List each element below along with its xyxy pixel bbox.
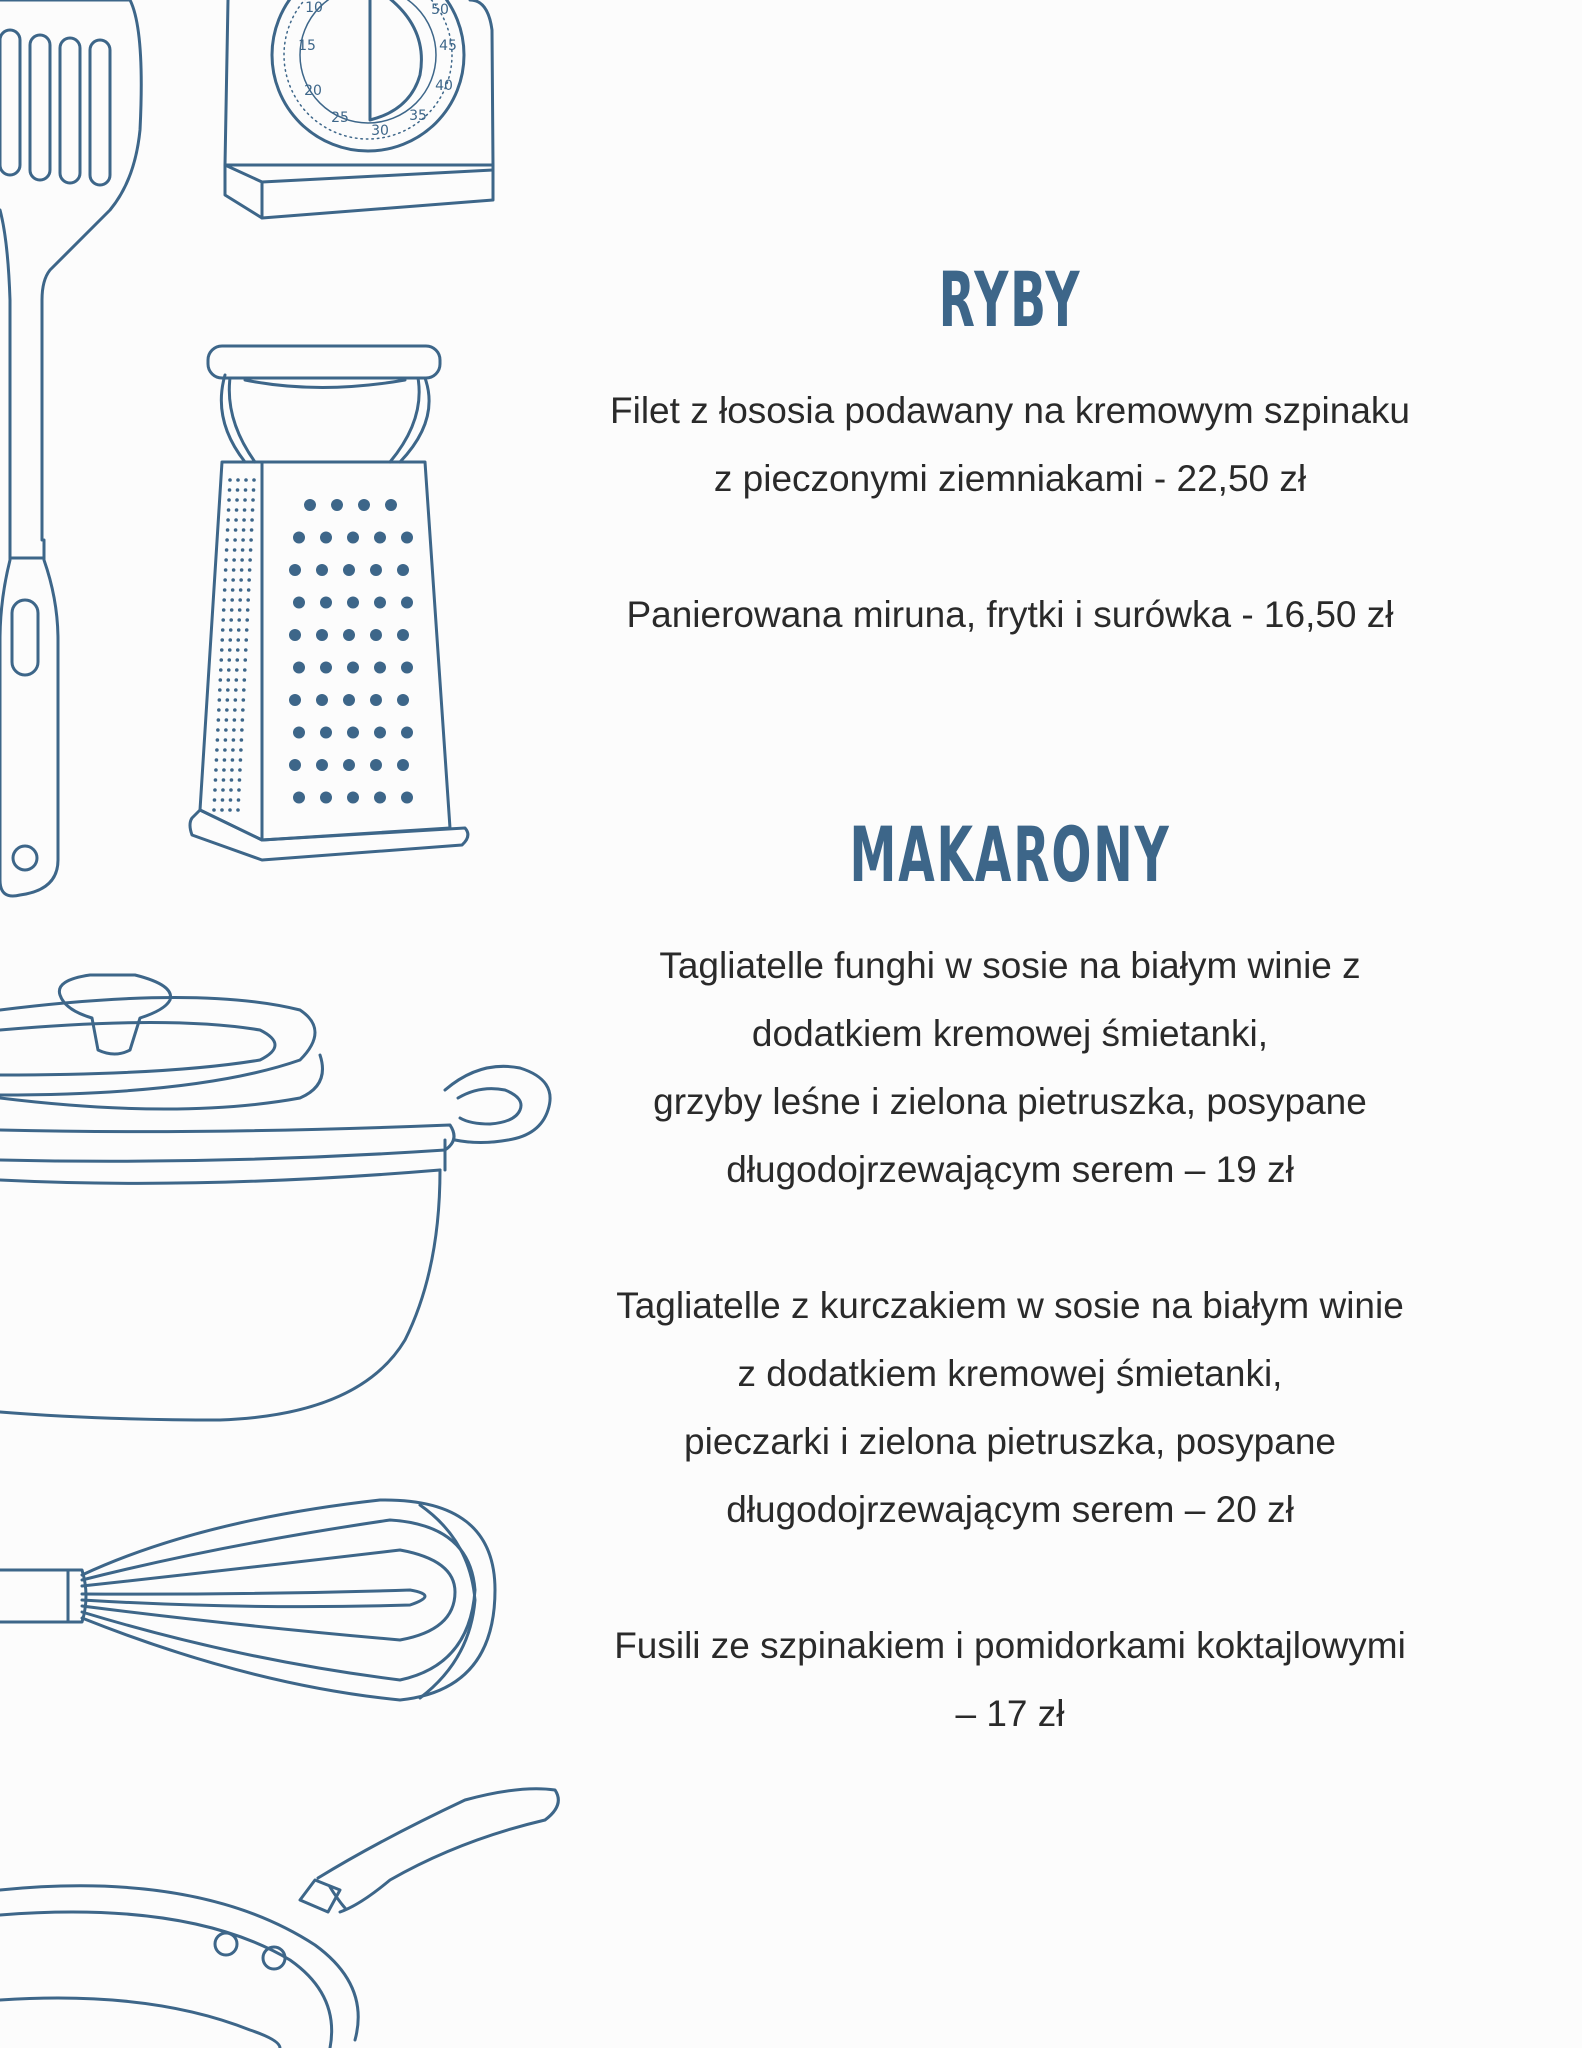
grater-hole (397, 629, 409, 641)
grater-hole (385, 499, 397, 511)
grater-fine-hole (243, 668, 247, 672)
timer-number: 30 (371, 123, 389, 139)
grater-fine-hole (238, 778, 242, 782)
grater-hole (401, 597, 413, 609)
menu-item (560, 1272, 1460, 1544)
grater-fine-hole (237, 788, 241, 792)
grater-hole (397, 759, 409, 771)
grater-fine-hole (214, 768, 218, 772)
menu-item-line: długodojrzewającym serem – 20 zł (726, 1489, 1294, 1530)
grater-fine-hole (218, 698, 222, 702)
grater-fine-hole (243, 678, 247, 682)
grater-fine-hole (240, 568, 244, 572)
grater-fine-hole (250, 528, 254, 532)
grater-fine-hole (235, 498, 239, 502)
grater-fine-hole (224, 568, 228, 572)
grater-hole (374, 727, 386, 739)
grater-fine-hole (234, 528, 238, 532)
grater-hole (316, 629, 328, 641)
grater-fine-hole (217, 718, 221, 722)
grater-fine-hole (218, 688, 222, 692)
grater-fine-hole (229, 788, 233, 792)
timer-number: 20 (304, 83, 322, 99)
grater-hole (320, 727, 332, 739)
grater-fine-hole (239, 578, 243, 582)
grater-hole (316, 564, 328, 576)
grater-fine-hole (235, 508, 239, 512)
grater-fine-hole (246, 598, 250, 602)
grater-hole (401, 792, 413, 804)
timer-number: 10 (305, 0, 323, 16)
grater-fine-hole (238, 768, 242, 772)
grater-fine-hole (236, 638, 240, 642)
menu-item-line: – 17 zł (955, 1693, 1065, 1734)
grater-fine-hole (221, 618, 225, 622)
grater-fine-hole (232, 558, 236, 562)
grater-fine-hole (232, 568, 236, 572)
grater-fine-hole (216, 728, 220, 732)
grater-hole (401, 532, 413, 544)
grater-fine-hole (227, 508, 231, 512)
grater-fine-hole (216, 738, 220, 742)
menu-item (560, 377, 1460, 513)
grater-fine-hole (225, 538, 229, 542)
grater-fine-hole (221, 788, 225, 792)
grater-fine-hole (247, 578, 251, 582)
grater-fine-hole (250, 518, 254, 522)
grater-fine-hole (223, 578, 227, 582)
grater-fine-hole (242, 518, 246, 522)
grater-hole (293, 727, 305, 739)
grater-fine-hole (228, 638, 232, 642)
grater-fine-hole (240, 728, 244, 732)
grater-fine-hole (215, 758, 219, 762)
grater-fine-hole (242, 688, 246, 692)
timer-number: 35 (409, 108, 427, 124)
grater-fine-hole (251, 508, 255, 512)
grater-fine-hole (232, 738, 236, 742)
grater-fine-hole (213, 788, 217, 792)
grater-fine-hole (222, 598, 226, 602)
grater-hole (316, 759, 328, 771)
grater-hole (397, 694, 409, 706)
grater-hole (347, 662, 359, 674)
grater-hole (289, 759, 301, 771)
grater-hole (370, 759, 382, 771)
grater-fine-hole (236, 478, 240, 482)
grater-fine-hole (230, 608, 234, 612)
grater-fine-hole (248, 558, 252, 562)
grater-hole (347, 792, 359, 804)
grater-fine-hole (228, 488, 232, 492)
grater-fine-hole (222, 778, 226, 782)
grater-hole (374, 662, 386, 674)
grater-hole (347, 727, 359, 739)
grater-fine-hole (226, 698, 230, 702)
grater-fine-hole (221, 798, 225, 802)
grater-fine-hole (236, 488, 240, 492)
grater-hole (320, 532, 332, 544)
grater-fine-hole (249, 548, 253, 552)
grater-fine-hole (237, 798, 241, 802)
frying-pan-icon (0, 1789, 558, 2048)
kitchen-timer-icon (225, 0, 493, 218)
grater-hole (370, 629, 382, 641)
grater-fine-hole (214, 778, 218, 782)
grater-fine-hole (237, 628, 241, 632)
grater-fine-hole (226, 528, 230, 532)
grater-hole (374, 597, 386, 609)
grater-fine-hole (212, 808, 216, 812)
grater-hole (343, 564, 355, 576)
grater-fine-hole (252, 478, 256, 482)
section-title-makarony: MAKARONY (849, 810, 1171, 899)
grater-fine-hole (229, 618, 233, 622)
grater-fine-hole (227, 668, 231, 672)
menu-item-line: pieczarki i zielona pietruszka, posypane (684, 1421, 1336, 1462)
grater-hole (401, 727, 413, 739)
menu-item (560, 581, 1460, 649)
grater-hole (374, 532, 386, 544)
grater-fine-hole (235, 668, 239, 672)
grater-hole (397, 564, 409, 576)
grater-fine-hole (234, 698, 238, 702)
grater-fine-hole (229, 798, 233, 802)
grater-fine-hole (226, 518, 230, 522)
grater-fine-hole (223, 758, 227, 762)
grater-fine-hole (248, 568, 252, 572)
grater-fine-hole (230, 768, 234, 772)
grater-hole (289, 694, 301, 706)
menu-item-line: długodojrzewającym serem – 19 zł (726, 1149, 1294, 1190)
grater-fine-hole (230, 598, 234, 602)
grater-fine-hole (251, 498, 255, 502)
grater-fine-hole (244, 648, 248, 652)
grater-hole (347, 532, 359, 544)
menu-item-line: Tagliatelle z kurczakiem w sosie na białym winie (616, 1285, 1404, 1326)
grater-fine-hole (219, 678, 223, 682)
grater-fine-hole (225, 718, 229, 722)
grater-fine-hole (243, 658, 247, 662)
grater-hole (316, 694, 328, 706)
grater-fine-hole (232, 728, 236, 732)
grater-fine-hole (231, 748, 235, 752)
grater-fine-hole (243, 508, 247, 512)
grater-hole (304, 499, 316, 511)
grater-hole (343, 694, 355, 706)
menu-item (560, 932, 1460, 1204)
grater-fine-hole (230, 778, 234, 782)
grater-hole (293, 597, 305, 609)
pot-icon (0, 975, 550, 1420)
grater-fine-hole (233, 538, 237, 542)
grater-fine-hole (233, 718, 237, 722)
grater-fine-hole (226, 688, 230, 692)
grater-hole (370, 694, 382, 706)
grater-hole (347, 597, 359, 609)
menu-item (560, 1612, 1460, 1748)
timer-number: 15 (298, 38, 316, 54)
menu-item-line: Tagliatelle funghi w sosie na białym winie z (659, 945, 1361, 986)
grater-fine-hole (231, 588, 235, 592)
timer-number: 45 (439, 38, 457, 54)
grater-fine-hole (237, 618, 241, 622)
grater-fine-hole (229, 628, 233, 632)
grater-fine-hole (240, 558, 244, 562)
grater-fine-hole (245, 628, 249, 632)
menu-item-line: grzyby leśne i zielona pietruszka, posypane (653, 1081, 1367, 1122)
grater-fine-hole (243, 498, 247, 502)
grater-fine-hole (221, 628, 225, 632)
grater-fine-hole (239, 748, 243, 752)
grater-hole (293, 532, 305, 544)
grater-fine-hole (224, 738, 228, 742)
grater-fine-hole (242, 698, 246, 702)
grater-fine-hole (241, 538, 245, 542)
timer-number: 40 (435, 78, 453, 94)
menu-item-line: Fusili ze szpinakiem i pomidorkami koktajlowymi (614, 1625, 1406, 1666)
grater-holes (289, 499, 413, 804)
grater-fine-hole (245, 618, 249, 622)
grater-fine-hole (247, 588, 251, 592)
grater-fine-hole (241, 718, 245, 722)
grater-fine-hole (224, 728, 228, 732)
grater-fine-hole (223, 748, 227, 752)
grater-fine-hole (222, 768, 226, 772)
grater-fine-hole (225, 708, 229, 712)
grater-fine-hole (252, 488, 256, 492)
grater-hole (374, 792, 386, 804)
grater-fine-hole (225, 548, 229, 552)
grater-fine-hole (227, 498, 231, 502)
grater-fine-hole (234, 518, 238, 522)
grater-fine-hole (241, 708, 245, 712)
timer-number: 25 (331, 110, 349, 126)
grater-fine-hole (233, 548, 237, 552)
grater-fine-hole (227, 658, 231, 662)
grater-fine-hole (244, 488, 248, 492)
spatula-icon (0, 0, 141, 896)
grater-fine-hole (228, 808, 232, 812)
grater-fine-hole (241, 548, 245, 552)
grater-fine-hole (238, 598, 242, 602)
grater-fine-hole (235, 678, 239, 682)
grater-fine-hole (224, 558, 228, 562)
grater-hole (331, 499, 343, 511)
section-title-ryby: RYBY (938, 255, 1082, 344)
grater-fine-hole (220, 648, 224, 652)
grater-fine-hole (219, 658, 223, 662)
grater-fine-hole (244, 638, 248, 642)
grater-fine-hole (238, 608, 242, 612)
grater-hole (320, 597, 332, 609)
grater-hole (293, 792, 305, 804)
grater-fine-hole (231, 758, 235, 762)
menu-item-line: Filet z łososia podawany na kremowym szpinaku (610, 390, 1410, 431)
grater-hole (289, 629, 301, 641)
grater-fine-hole (217, 708, 221, 712)
grater-fine-hole (235, 658, 239, 662)
grater-fine-hole (244, 478, 248, 482)
grater-fine-hole (223, 588, 227, 592)
grater-hole (320, 792, 332, 804)
grater-fine-hole (222, 608, 226, 612)
menu-item-line: Panierowana miruna, frytki i surówka - 16,50 zł (626, 594, 1394, 635)
grater-fine-hole (215, 748, 219, 752)
grater-fine-hole (231, 578, 235, 582)
grater-hole (343, 629, 355, 641)
grater-fine-hole (228, 478, 232, 482)
grater-fine-hole (219, 668, 223, 672)
grater-fine-hole (236, 808, 240, 812)
grater-fine-hole (242, 528, 246, 532)
grater-fine-hole (213, 798, 217, 802)
menu-item-line: dodatkiem kremowej śmietanki, (751, 1013, 1269, 1054)
grater-hole (401, 662, 413, 674)
grater-fine-hole (239, 588, 243, 592)
grater-hole (358, 499, 370, 511)
grater-hole (293, 662, 305, 674)
menu-item-line: z dodatkiem kremowej śmietanki, (737, 1353, 1283, 1394)
grater-fine-hole (239, 758, 243, 762)
grater-hole (370, 564, 382, 576)
grater-fine-hole (220, 808, 224, 812)
grater-fine-hole (246, 608, 250, 612)
grater-fine-hole (233, 708, 237, 712)
grater-fine-hole (240, 738, 244, 742)
grater-hole (320, 662, 332, 674)
grater-fine-hole (249, 538, 253, 542)
grater-fine-hole (236, 648, 240, 652)
grater-fine-hole (227, 678, 231, 682)
grater-hole (289, 564, 301, 576)
grater-fine-hole (228, 648, 232, 652)
grater-hole (343, 759, 355, 771)
kitchen-utensils-illustration (0, 0, 580, 2048)
grater-fine-hole (234, 688, 238, 692)
whisk-icon (0, 1500, 495, 1700)
menu-item-line: z pieczonymi ziemniakami - 22,50 zł (713, 458, 1307, 499)
grater-fine-hole (220, 638, 224, 642)
timer-number: 50 (431, 2, 449, 18)
